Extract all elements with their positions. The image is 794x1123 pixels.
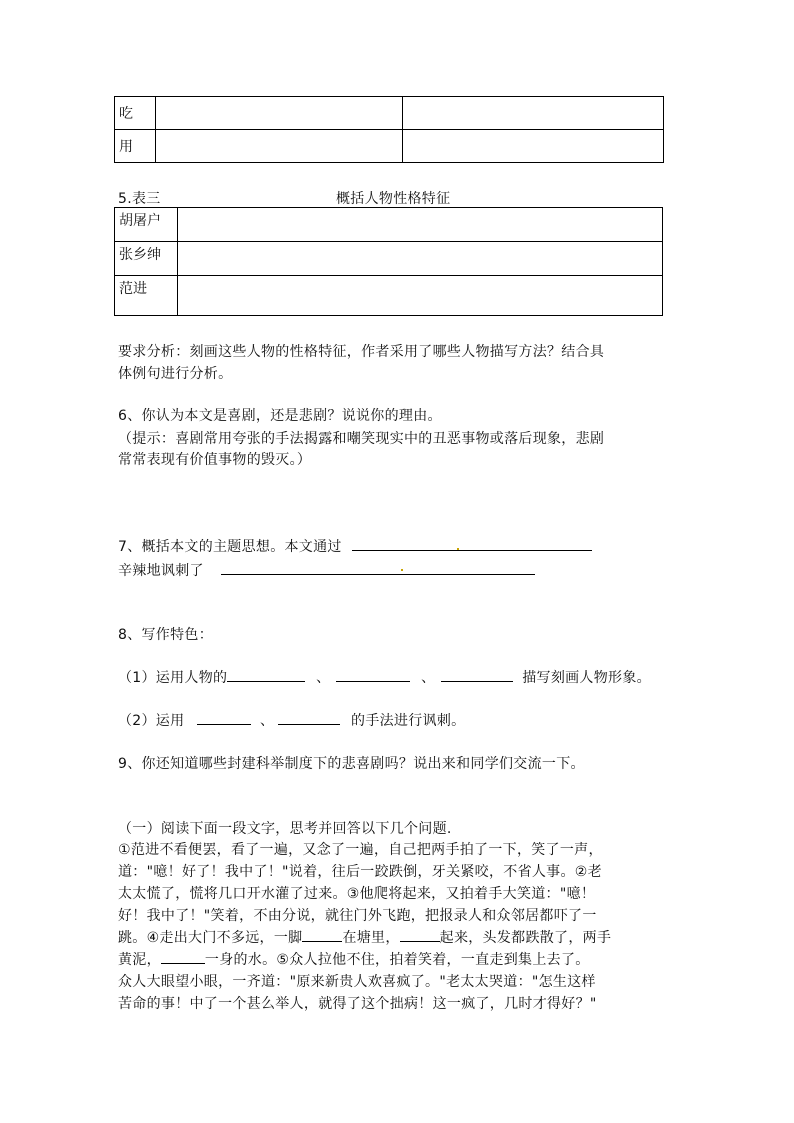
answer-blank[interactable]	[400, 927, 440, 942]
passage-line: 太太慌了，慌将几口开水灌了过来。③他爬将起来，又拍着手大笑道："噫！	[118, 886, 596, 902]
answer-blank[interactable]	[197, 710, 251, 725]
table-row	[115, 130, 664, 163]
section5-title: 概括人物性格特征	[336, 191, 451, 207]
table-row	[115, 242, 663, 276]
question-7-line-2-prefix: 辛辣地讽刺了	[118, 563, 204, 579]
answer-blank[interactable]	[161, 949, 205, 964]
question-7-line-1	[118, 536, 592, 556]
question-8-item-2	[118, 710, 465, 730]
question-7-line-2	[118, 560, 535, 580]
passage-fragment: 在塘里，	[342, 930, 400, 946]
table-cell-blank[interactable]	[178, 208, 663, 242]
table-row	[115, 97, 664, 130]
stray-mark	[457, 548, 459, 550]
table-cell-blank[interactable]	[156, 130, 403, 163]
analysis-line-1: 要求分析：刻画这些人物的性格特征，作者采用了哪些人物描写方法？结合具	[118, 344, 605, 360]
item-2-suffix: 的手法进行讽刺。	[351, 713, 466, 729]
passage-fragment: 黄泥，	[118, 952, 161, 968]
table-row	[115, 208, 663, 242]
table-cell-blank[interactable]	[178, 242, 663, 276]
character-label: 张乡绅	[115, 242, 178, 276]
passage-line: 好！我中了！"笑着，不由分说，就往门外飞跑，把报录人和众邻居都吓了一	[118, 908, 597, 924]
reading-intro: （一）阅读下面一段文字，思考并回答以下几个问题.	[118, 821, 452, 837]
table-cell-blank[interactable]	[403, 130, 664, 163]
passage-line: 道："噫！好了！我中了！"说着，往后一跤跌倒，牙关紧咬，不省人事。②老	[118, 864, 602, 880]
passage-line-with-blanks	[118, 949, 590, 969]
answer-blank[interactable]	[336, 667, 410, 682]
passage-line-with-blanks	[118, 927, 611, 947]
table-food-use	[114, 96, 664, 163]
answer-blank[interactable]	[227, 667, 305, 682]
separator: 、	[316, 670, 331, 686]
answer-blank[interactable]	[352, 536, 592, 551]
table-character-traits	[114, 207, 663, 316]
question-6-hint-2: 常常表现有价值事物的毁灭。）	[118, 452, 312, 468]
answer-blank[interactable]	[221, 560, 535, 575]
table-cell-blank[interactable]	[178, 276, 663, 316]
question-6-hint-1: （提示：喜剧常用夸张的手法揭露和嘲笑现实中的丑恶事物或落后现象，悲剧	[118, 431, 605, 447]
table-row	[115, 276, 663, 316]
section5-prefix: 5.表三	[118, 191, 161, 207]
separator: 、	[421, 670, 436, 686]
separator: 、	[259, 713, 275, 729]
passage-fragment: 一身的水。⑤众人拉他不住，拍着笑着，一直走到集上去了。	[204, 952, 590, 968]
analysis-line-2: 体例句进行分析。	[118, 366, 233, 382]
answer-blank[interactable]	[278, 710, 340, 725]
answer-blank[interactable]	[441, 667, 513, 682]
question-7-prefix: 7、概括本文的主题思想。本文通过	[118, 539, 342, 555]
row-label: 用	[115, 130, 156, 163]
stray-mark	[401, 569, 403, 571]
character-label: 胡屠户	[115, 208, 178, 242]
passage-line: 苦命的事！中了一个甚么举人，就得了这个拙病！这一疯了，几时才得好？"	[118, 996, 597, 1012]
passage-fragment: 起来，头发都跌散了，两手	[439, 930, 612, 946]
passage-line: ①范进不看便罢，看了一遍，又念了一遍，自己把两手拍了一下，笑了一声，	[118, 842, 603, 858]
table-cell-blank[interactable]	[156, 97, 403, 130]
passage-fragment: 跳。④走出大门不多远，一脚	[118, 930, 303, 946]
question-9: 9、你还知道哪些封建科举制度下的悲喜剧吗？说出来和同学们交流一下。	[118, 756, 585, 772]
passage-line: 众人大眼望小眼，一齐道："原来新贵人欢喜疯了。"老太太哭道："怎生这样	[118, 974, 596, 990]
item-2-prefix: （2）运用	[118, 713, 185, 729]
row-label: 吃	[115, 97, 156, 130]
question-6: 6、你认为本文是喜剧，还是悲剧？说说你的理由。	[118, 408, 442, 424]
question-8-item-1	[118, 667, 651, 687]
item-1-suffix: 描写刻画人物形象。	[522, 670, 651, 686]
character-label: 范进	[115, 276, 178, 316]
answer-blank[interactable]	[302, 927, 342, 942]
item-1-prefix: （1）运用人物的	[118, 670, 228, 686]
question-8-title: 8、写作特色：	[118, 627, 214, 643]
table-cell-blank[interactable]	[403, 97, 664, 130]
